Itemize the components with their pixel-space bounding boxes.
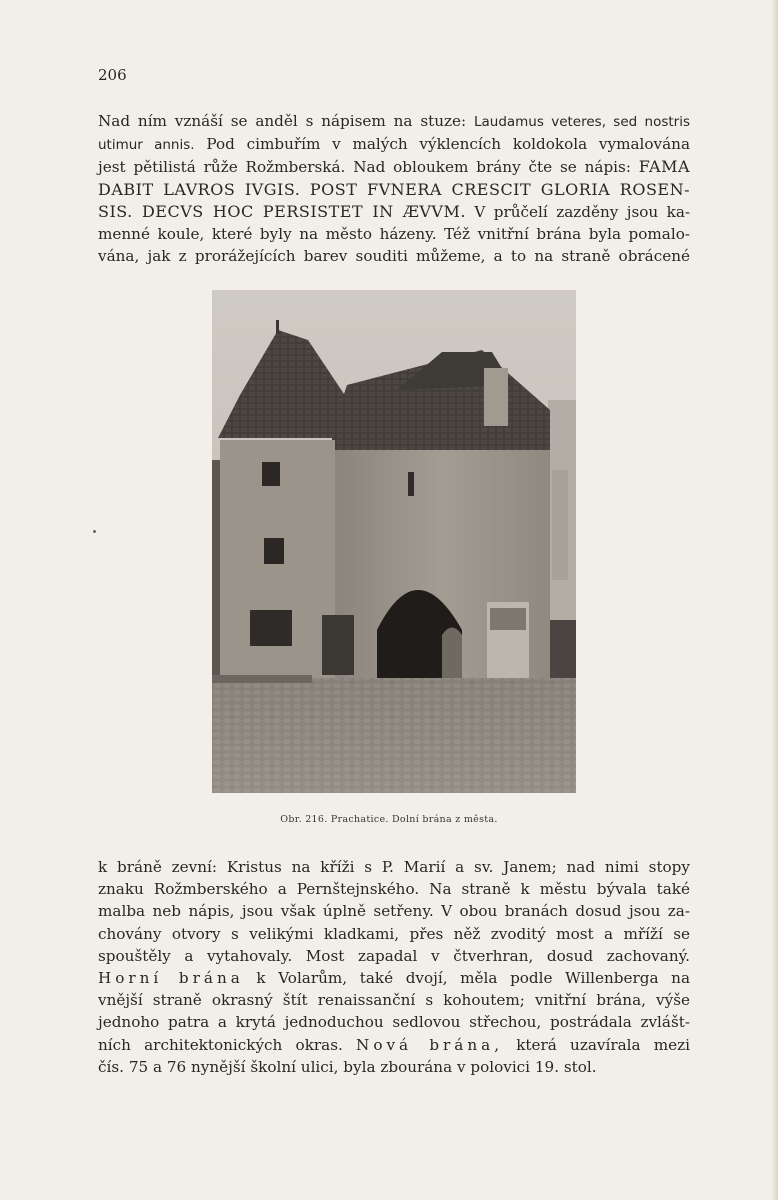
page-number: 206 [98, 66, 127, 84]
text-line: utimur annis. Pod cimbuřím v malých výklencích koldokola vymalována [98, 135, 691, 154]
text-line: ních architektonických okras. Nová brána, která uzavírala mezi [98, 1035, 690, 1054]
page-blemish [93, 530, 96, 533]
text-line: menné koule, které byly na město házeny. Též vnitřní brána byla pomalo- [98, 225, 690, 244]
text-line: znaku Rožmberského a Pernštejnského. Na straně k městu bývala také [98, 880, 690, 899]
text-line: Horní brána k Volarům, také dvojí, měla podle Willenberga na [98, 969, 690, 988]
text-line: jest pětilistá růže Rožmberská. Nad obloukem brány čte se nápis: FAMA [98, 157, 690, 177]
text-line: spouštěly a vytahovaly. Most zapadal v čtverhran, dosud zachovaný. [98, 946, 690, 965]
text-line: chovány otvory s velikými kladkami, přes něž zvoditý most a mříží se [98, 924, 690, 943]
text-line: vnější straně okrasný štít renaissanční s kohoutem; vnitřní brána, výše [98, 991, 690, 1010]
text-line: k bráně zevní: Kristus na kříži s P. Marií a sv. Janem; nad nimi stopy [98, 858, 690, 876]
top-paragraph [98, 110, 690, 267]
text-line: jednoho patra a krytá jednoduchou sedlovou střechou, postrádala zvlášt- [98, 1013, 690, 1032]
text-line: čís. 75 a 76 nynější školní ulici, byla zbourána v polovici 19. stol. [98, 1057, 597, 1076]
text-line: SIS. DECVS HOC PERSISTET IN ÆVVM. V průčelí zazděny jsou ka- [98, 201, 691, 221]
text-line: Nad ním vznáší se anděl s nápisem na stuze: Laudamus veteres, sed nostris [98, 112, 690, 130]
text-line: malba neb nápis, jsou však úplně setřeny. V obou branách dosud jsou za- [98, 902, 690, 921]
gate-photo-illustration [212, 290, 576, 793]
figure-caption: Obr. 216. Prachatice. Dolní brána z města. [280, 814, 498, 825]
page-edge [772, 0, 778, 1200]
inscription-line: DABIT LAVROS IVGIS. POST FVNERA CRESCIT GLORIA ROSEN- [98, 179, 690, 199]
text-line: vána, jak z prorážejících barev souditi můžeme, a to na straně obrácené [98, 247, 690, 266]
bottom-paragraph [98, 856, 690, 1078]
gate-photograph [212, 290, 576, 793]
